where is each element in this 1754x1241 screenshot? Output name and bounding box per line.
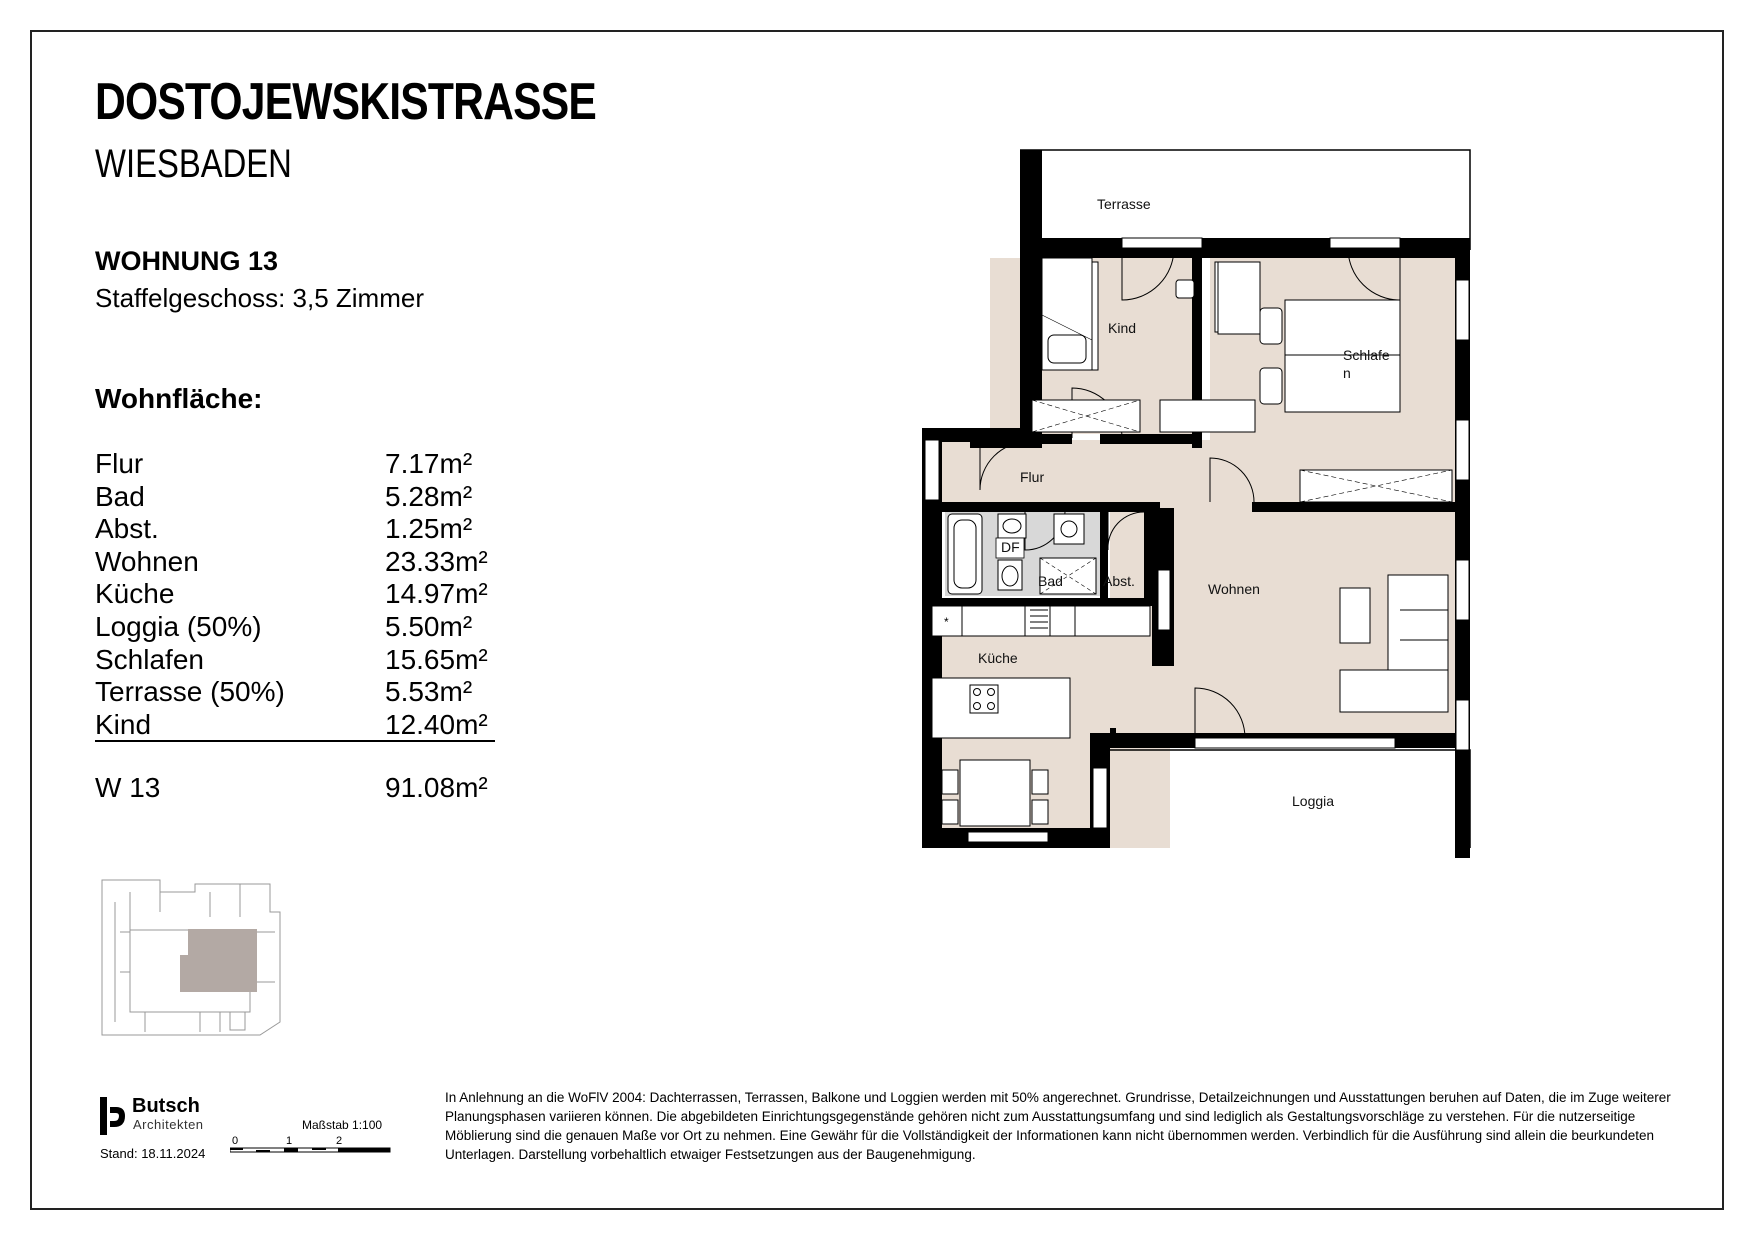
area-total: W 13 91.08m² <box>95 772 488 803</box>
area-heading: Wohnfläche: <box>95 383 263 414</box>
scale-tick-label: 1 <box>286 1135 293 1147</box>
room-label-wohnen: Wohnen <box>1208 581 1260 597</box>
room-label-kind: Kind <box>1108 320 1137 336</box>
company-logo <box>100 1095 220 1135</box>
area-row: Flur 7.17m² <box>95 448 473 479</box>
room-label-abst: Abst. <box>1103 573 1135 589</box>
room-label-flur: Flur <box>1020 469 1045 485</box>
room-label-bad: Bad <box>1038 573 1063 589</box>
room-label-kueche: Küche <box>978 650 1018 666</box>
unit-name: WOHNUNG 13 <box>95 246 279 276</box>
area-row: Schlafen 15.65m² <box>95 643 488 675</box>
page-subtitle: WIESBADEN <box>95 142 292 186</box>
date-stamp: Stand: 18.11.2024 <box>100 1146 206 1161</box>
area-table <box>95 448 495 742</box>
area-row: Bad 5.28m² <box>95 480 473 512</box>
area-row: Abst. 1.25m² <box>95 513 473 545</box>
room-label-terrasse: Terrasse <box>1097 196 1151 212</box>
svg-text:*: * <box>944 615 949 629</box>
disclaimer-text: In Anlehnung an die WoFlV 2004: Dachterrassen, Terrassen, Balkone und Loggien werden mit 50% angerechnet. Grundrisse, Detailzeichnungen und Ausstattungen beruhen auf Daten, die im Zuge weiterer Planungsphasen variieren können. Die abgebildeten Einrichtungsgegenstände gehören nicht zum Ausstattungsumfang und sind lediglich als Gestaltungsvorschläge zu verstehen. Für die nutzerseitige Möblierung sind die genauen Maße vor Ort zu nehmen. Eine Gewähr für die Vollständigkeit der Informationen kann nicht übernommen werden. Verbindlich für die Ausführung sind allein die beurkundeten Unterlagen. Darstellung vorbehaltlich etwaiger Festsetzungen aus der Baugenehmigung. <box>445 1090 1671 1162</box>
page-title: DOSTOJEWSKISTRASSE <box>95 73 596 131</box>
site-plan <box>100 872 300 1037</box>
company-name: Butsch <box>132 1095 200 1117</box>
room-label-schlafen: Schlafe <box>1343 347 1390 363</box>
room-label-loggia: Loggia <box>1292 793 1335 809</box>
scale-tick-label: 0 <box>232 1135 239 1147</box>
unit-floor: Staffelgeschoss: 3,5 Zimmer <box>95 283 424 313</box>
scale-bar <box>230 1126 400 1156</box>
area-row: Loggia (50%) 5.50m² <box>95 610 473 642</box>
room-label-schlafen-end: n <box>1343 365 1351 381</box>
logo-mark-icon <box>100 1097 126 1135</box>
area-row: Wohnen 23.33m² <box>95 545 488 577</box>
area-row: Kind 12.40m² <box>95 709 495 742</box>
area-row: Küche 14.97m² <box>95 578 488 610</box>
room-label-df: DF <box>1001 539 1020 555</box>
area-row: Terrasse (50%) 5.53m² <box>95 676 473 708</box>
scale-label: Maßstab 1:100 <box>302 1118 383 1132</box>
scale-tick-label: 2 <box>336 1135 343 1147</box>
company-sub: Architekten <box>133 1117 204 1132</box>
floor-plan <box>860 140 1500 960</box>
